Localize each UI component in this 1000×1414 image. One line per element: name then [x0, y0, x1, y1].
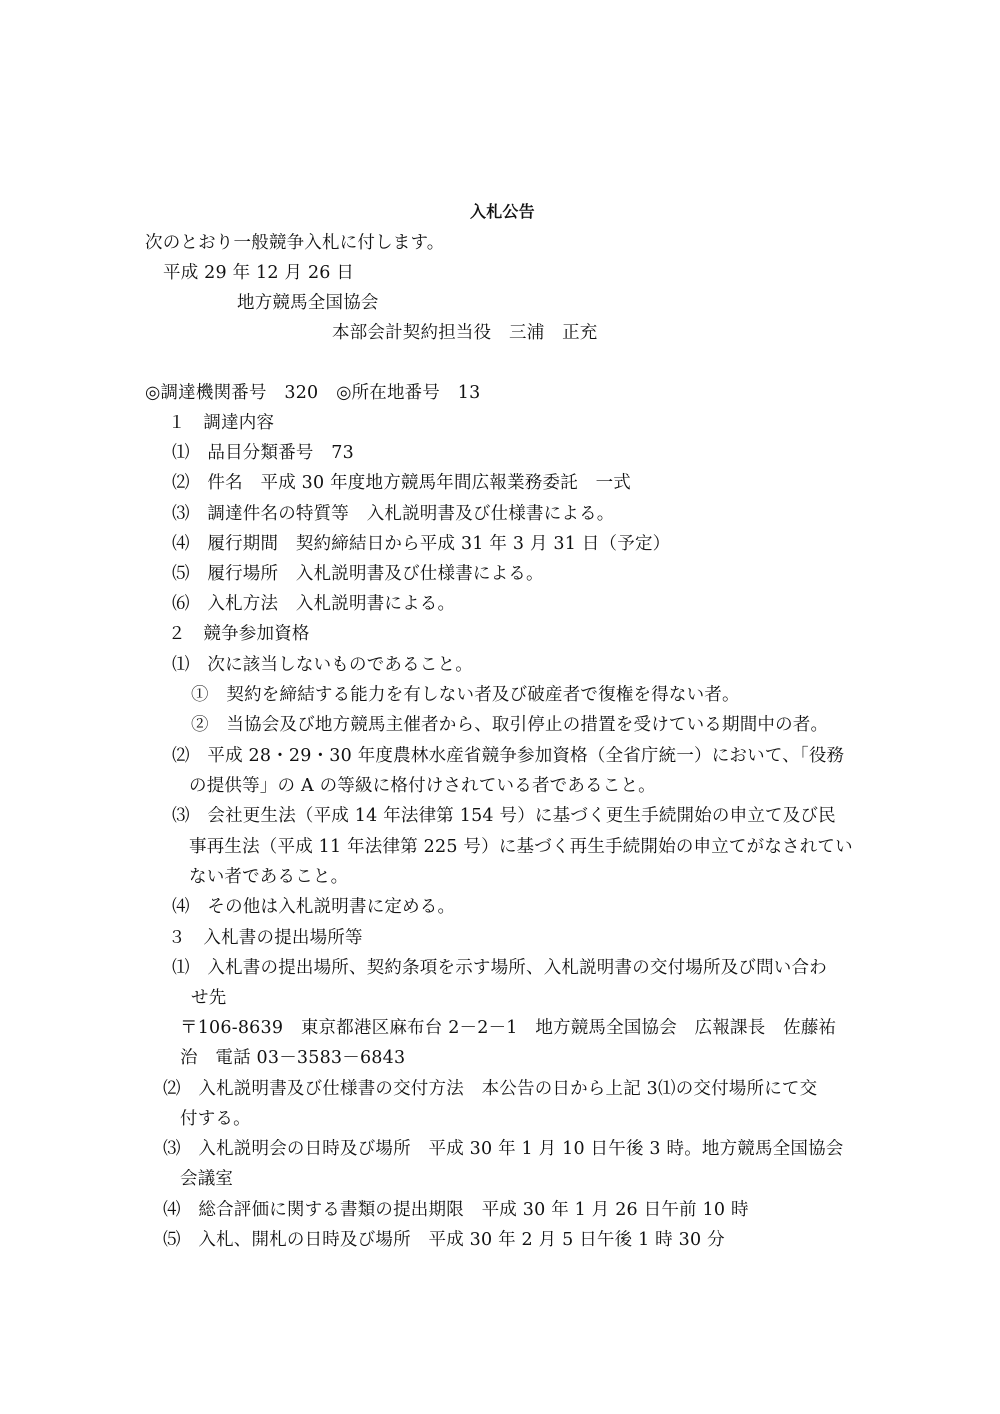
notice-date: 平成 29 年 12 月 26 日 [163, 263, 355, 283]
s3-item-1-line-2: せ先 [191, 988, 227, 1008]
section-1-heading: １ 調達内容 [168, 413, 275, 433]
procurement-ids: ◎調達機関番号 320 ◎所在地番号 13 [145, 383, 481, 403]
page-title: 入札公告 [470, 202, 535, 221]
s3-item-1-line-1: ⑴ 入札書の提出場所、契約条項を示す場所、入札説明書の交付場所及び問い合わ [172, 958, 827, 978]
s2-item-1b: ② 当協会及び地方競馬主催者から、取引停止の措置を受けている期間中の者。 [191, 715, 829, 735]
contract-officer: 本部会計契約担当役 三浦 正充 [332, 323, 598, 343]
s1-item-3: ⑶ 調達件名の特質等 入札説明書及び仕様書による。 [172, 504, 615, 524]
s2-item-3-line-1: ⑶ 会社更生法（平成 14 年法律第 154 号）に基づく更生手続開始の申立て及び民 [172, 806, 836, 826]
s1-item-4: ⑷ 履行期間 契約締結日から平成 31 年 3 月 31 日（予定） [172, 534, 671, 554]
section-2-heading: ２ 競争参加資格 [168, 624, 310, 644]
s2-item-4: ⑷ その他は入札説明書に定める。 [172, 897, 456, 917]
s3-address-line-2: 治 電話 03－3583－6843 [180, 1048, 406, 1068]
s2-item-1a: ① 契約を締結する能力を有しない者及び破産者で復権を得ない者。 [191, 685, 740, 705]
s2-item-3-line-2: 事再生法（平成 11 年法律第 225 号）に基づく再生手続開始の申立てがなされてい [189, 837, 853, 857]
s3-item-3-line-2: 会議室 [180, 1169, 234, 1189]
intro-text: 次のとおり一般競争入札に付します。 [145, 233, 445, 253]
s2-item-2-line-1: ⑵ 平成 28・29・30 年度農林水産省競争参加資格（全省庁統一）において、「役務 [172, 746, 845, 766]
s1-item-5: ⑸ 履行場所 入札説明書及び仕様書による。 [172, 564, 544, 584]
s2-item-2-line-2: の提供等」の A の等級に格付けされている者であること。 [189, 776, 656, 796]
s2-item-3-line-3: ない者であること。 [189, 867, 349, 887]
s3-address-line-1: 〒106-8639 東京都港区麻布台 2－2－1 地方競馬全国協会 広報課長 佐藤祐 [180, 1018, 837, 1038]
s3-item-2-line-2: 付する。 [180, 1109, 251, 1129]
section-3-heading: ３ 入札書の提出場所等 [168, 928, 363, 948]
s3-item-4: ⑷ 総合評価に関する書類の提出期限 平成 30 年 1 月 26 日午前 10 時 [163, 1200, 749, 1220]
s2-item-1: ⑴ 次に該当しないものであること。 [172, 655, 473, 675]
s3-item-5: ⑸ 入札、開札の日時及び場所 平成 30 年 2 月 5 日午後 1 時 30 分 [163, 1230, 725, 1250]
organization-name: 地方競馬全国協会 [237, 293, 379, 313]
s3-item-2-line-1: ⑵ 入札説明書及び仕様書の交付方法 本公告の日から上記 3⑴の交付場所にて交 [163, 1079, 818, 1099]
s1-item-1: ⑴ 品目分類番号 73 [172, 443, 354, 463]
s3-item-3-line-1: ⑶ 入札説明会の日時及び場所 平成 30 年 1 月 10 日午後 3 時。地方競馬全国協会 [163, 1139, 844, 1159]
s1-item-6: ⑹ 入札方法 入札説明書による。 [172, 594, 456, 614]
s1-item-2: ⑵ 件名 平成 30 年度地方競馬年間広報業務委託 一式 [172, 473, 631, 493]
